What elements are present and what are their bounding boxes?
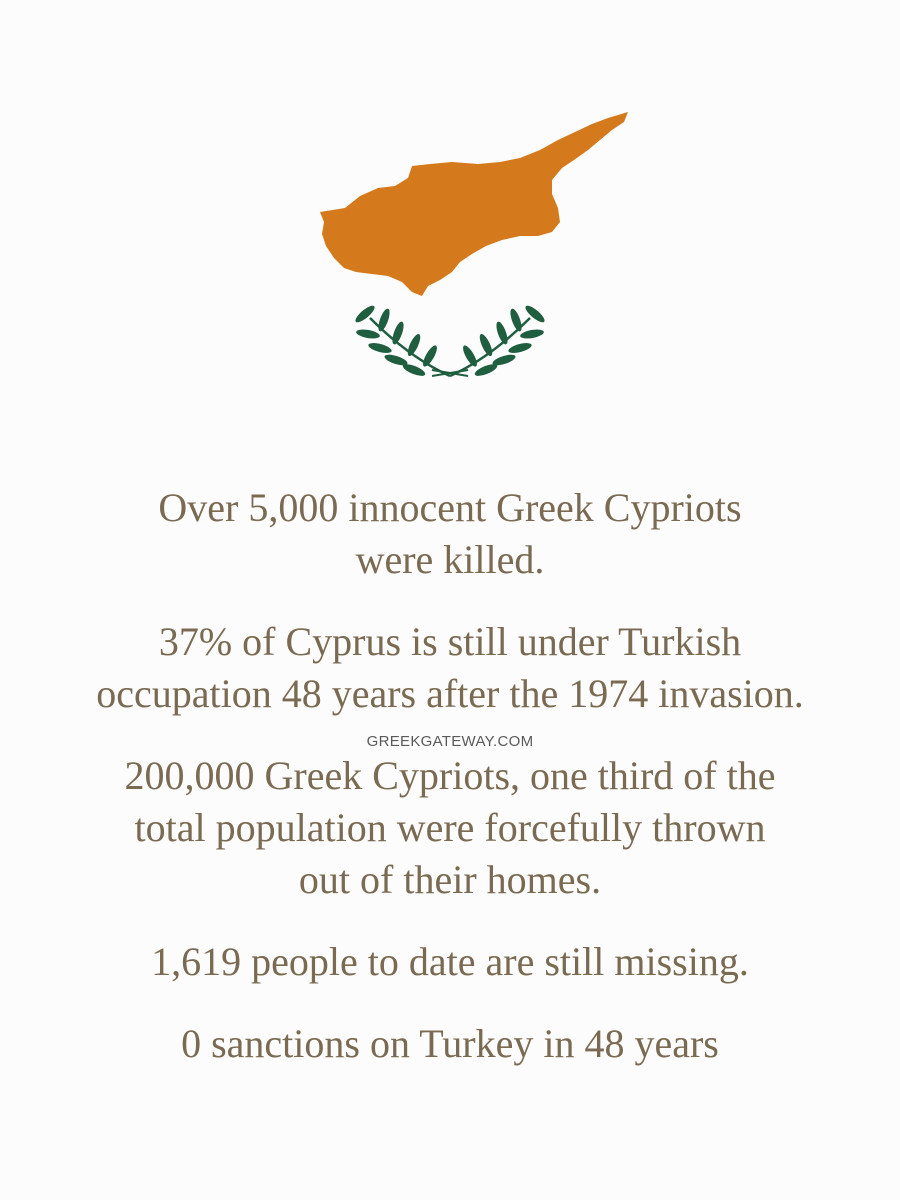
statement-missing <box>0 936 900 988</box>
statement-line: 0 sanctions on Turkey in 48 years <box>181 1021 719 1066</box>
statement-line: were killed. <box>355 537 545 582</box>
statement-line: out of their homes. <box>298 857 602 902</box>
statement-line: 1,619 people to date are still missing. <box>151 939 749 984</box>
statement-killed <box>0 482 900 586</box>
statement-occupation <box>0 616 900 720</box>
statement-line: 37% of Cyprus is still under Turkish <box>158 619 742 664</box>
olive-branches-icon <box>353 303 547 378</box>
statement-displaced <box>0 750 900 906</box>
statement-sanctions <box>0 1018 900 1070</box>
cyprus-flag-emblem <box>0 0 900 420</box>
watermark: GREEKGATEWAY.COM <box>366 733 534 750</box>
statements <box>0 482 900 1100</box>
statement-line: total population were forcefully thrown <box>134 805 766 850</box>
statement-line: Over 5,000 innocent Greek Cypriots <box>158 485 742 530</box>
cyprus-island-icon <box>320 112 628 296</box>
statement-line: occupation 48 years after the 1974 invasion. <box>96 671 804 716</box>
statement-line: 200,000 Greek Cypriots, one third of the <box>124 753 776 798</box>
